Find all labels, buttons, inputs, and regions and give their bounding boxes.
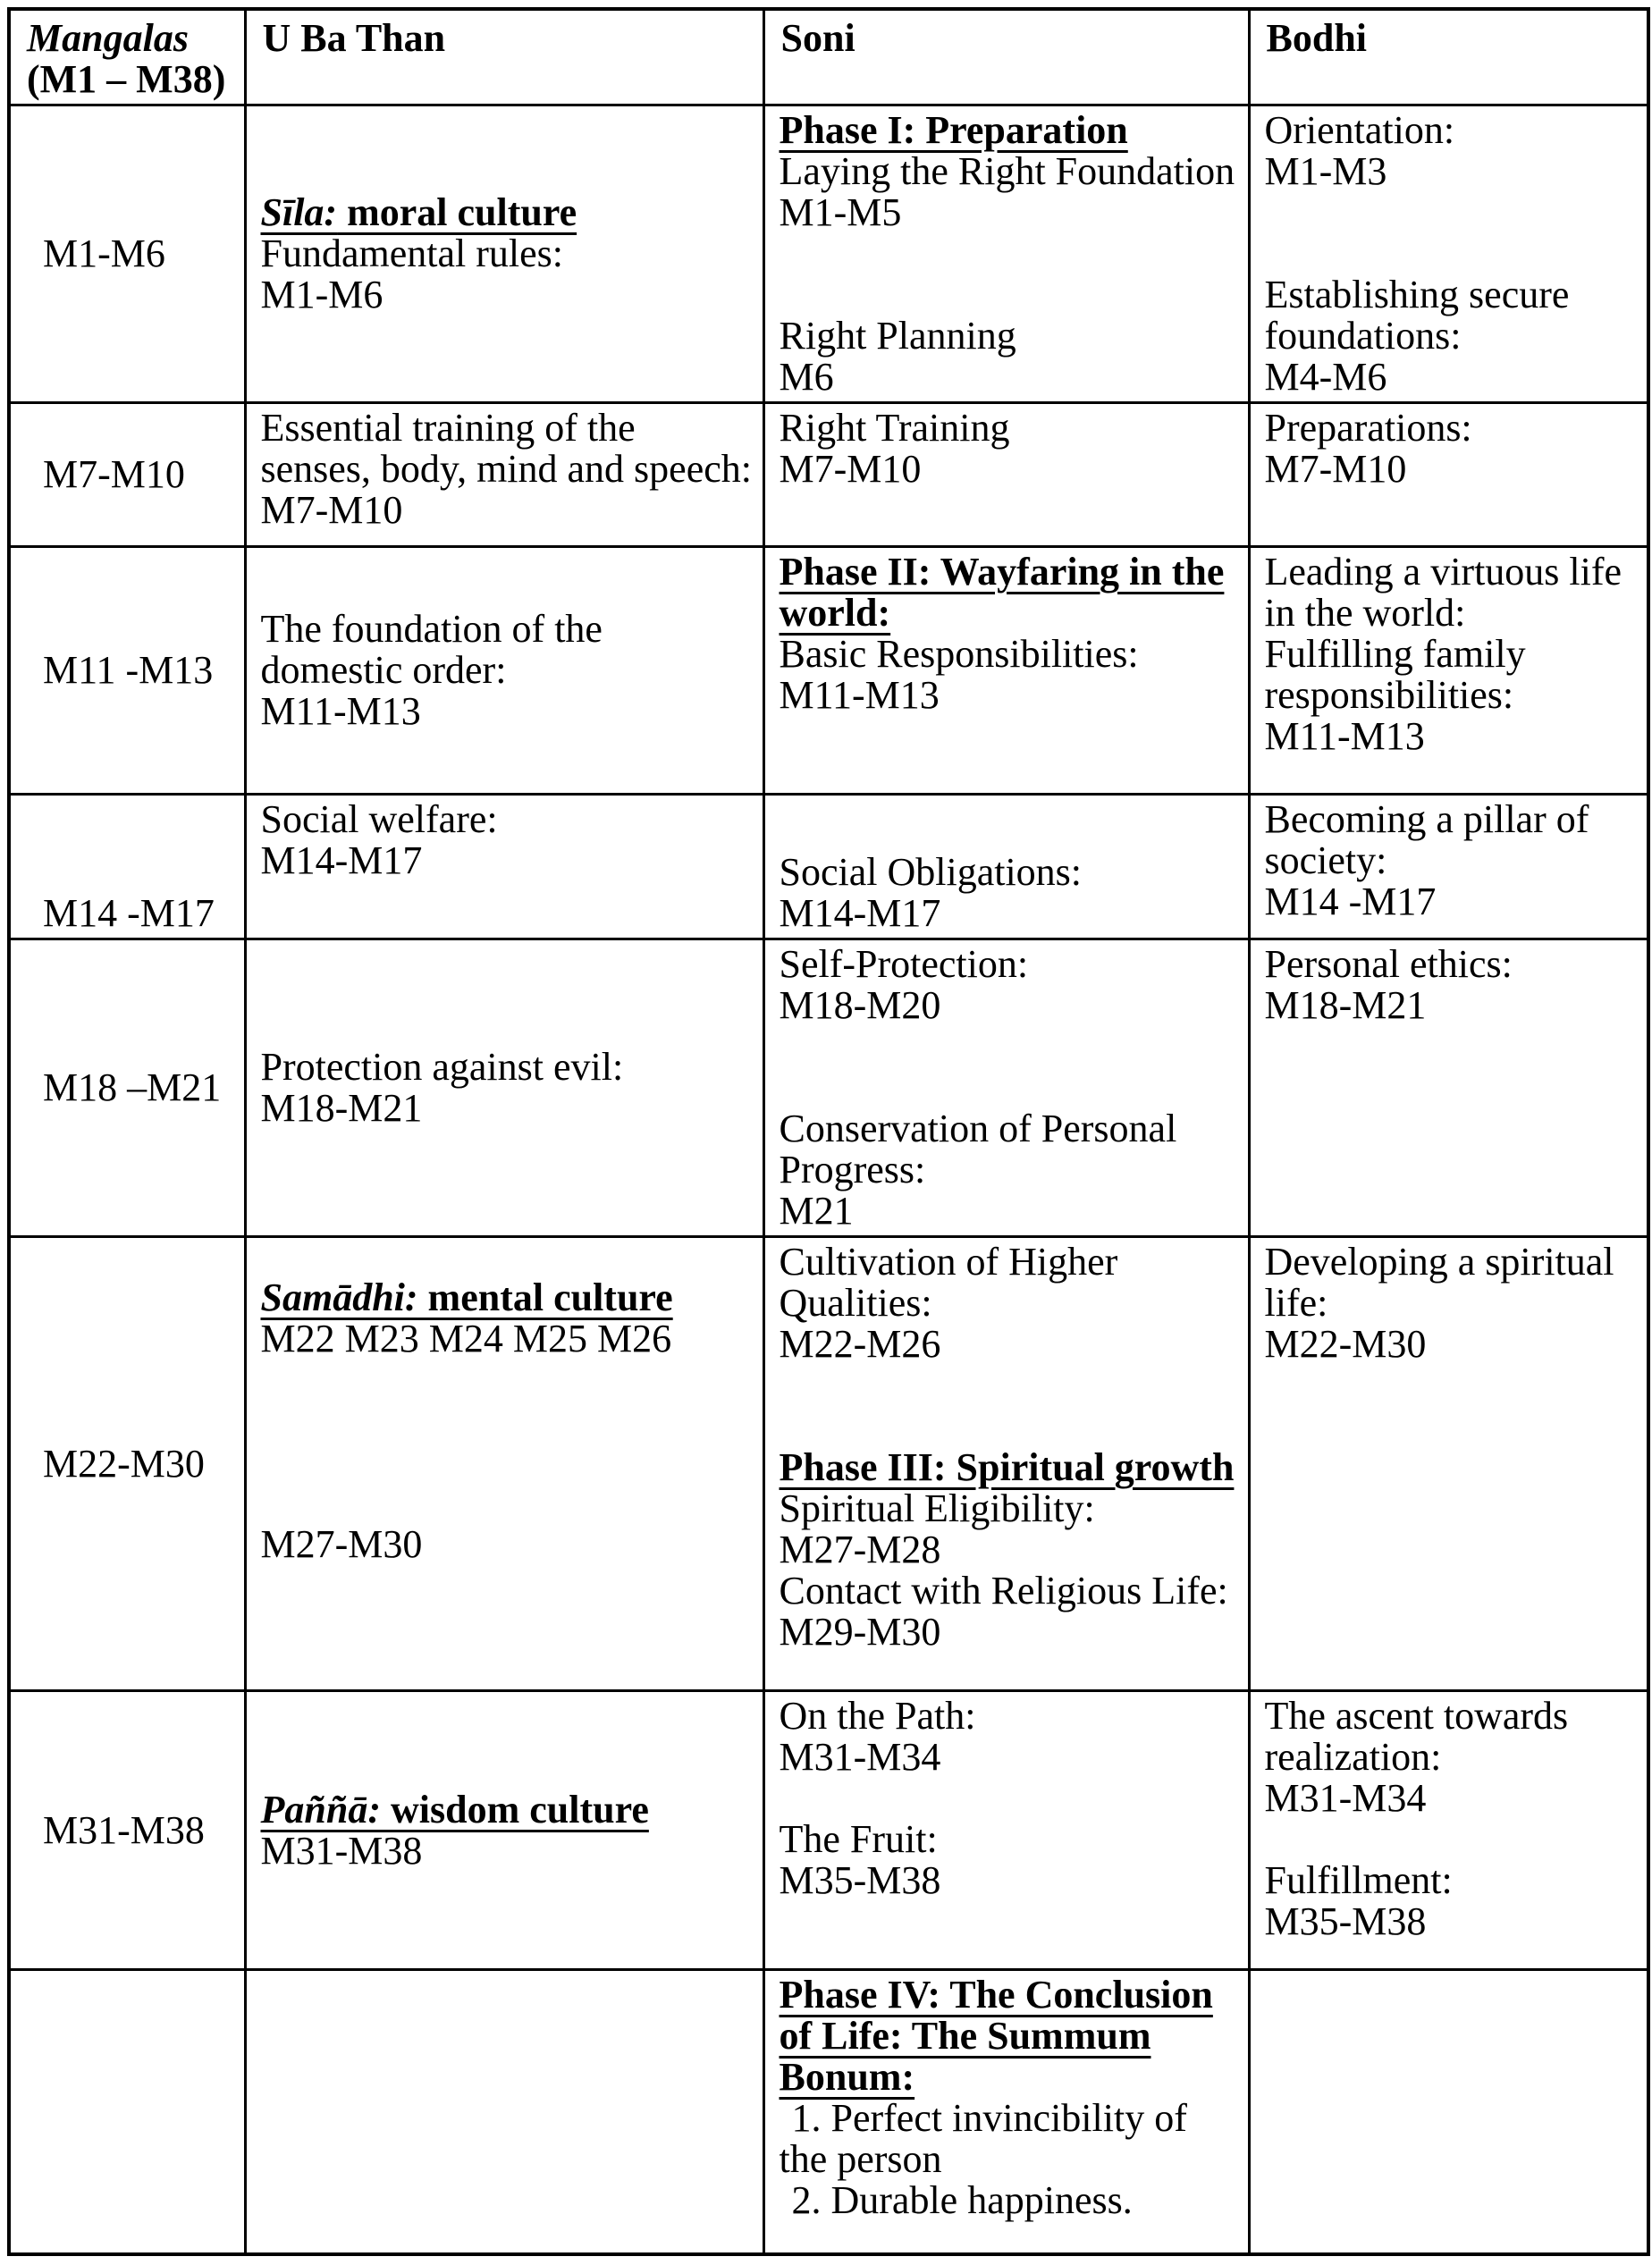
phase-heading: of Life: The Summum xyxy=(779,2014,1151,2058)
text-line: The foundation of the xyxy=(260,607,603,651)
m7-m10-soni-cell xyxy=(763,403,1249,547)
section-heading xyxy=(780,552,1234,593)
numbered-item: 1. Perfect invincibility of xyxy=(791,2096,1187,2140)
text-line: Personal ethics: xyxy=(1264,942,1513,986)
blank-line xyxy=(780,1406,1234,1447)
m31-m38-range-cell xyxy=(9,1691,245,1970)
text-line: M11-M13 xyxy=(1264,714,1425,758)
text-line: M4-M6 xyxy=(1264,355,1387,399)
m31-m38-soni-cell xyxy=(763,1691,1249,1970)
m18-m21-range-cell xyxy=(9,939,245,1237)
blank-line xyxy=(261,1360,748,1401)
phase-heading: Phase I: Preparation xyxy=(779,108,1128,152)
text-line: M27-M28 xyxy=(779,1528,941,1571)
m31-m38-ubathan-cell xyxy=(245,1691,763,1970)
text-line: M1-M5 xyxy=(779,190,902,234)
text-line: senses, body, mind and speech: xyxy=(260,447,752,491)
text-line: M21 xyxy=(779,1189,854,1233)
blank-line xyxy=(1265,1819,1633,1860)
text-line: Basic Responsibilities: xyxy=(779,632,1139,676)
text-line: M35-M38 xyxy=(1264,1899,1427,1943)
conclusion-soni-cell xyxy=(763,1970,1249,2254)
text-line: domestic order: xyxy=(260,648,507,692)
phase-heading: Phase II: Wayfaring in the xyxy=(779,550,1225,594)
text-line: society: xyxy=(1264,838,1387,882)
range-label: M11 -M13 xyxy=(43,648,214,692)
text-line: the person xyxy=(779,2137,942,2181)
text-line: in the world: xyxy=(1264,591,1466,635)
text-line: Protection against evil: xyxy=(260,1045,624,1089)
phase-heading: world: xyxy=(779,591,891,635)
m18-m21-bodhi-cell xyxy=(1249,939,1648,1237)
text-line: M35-M38 xyxy=(779,1858,941,1902)
text-line: Right Training xyxy=(779,406,1010,450)
m14-m17-soni-cell xyxy=(763,795,1249,939)
text-line: M31-M38 xyxy=(260,1828,423,1873)
section-heading xyxy=(780,1975,1234,2016)
text-line: M7-M10 xyxy=(779,447,922,491)
m1-m6-soni-cell xyxy=(763,105,1249,403)
text-line: Contact with Religious Life: xyxy=(779,1569,1228,1612)
header-cell-ubathan xyxy=(245,9,763,105)
text-line: Conservation of Personal xyxy=(779,1107,1177,1150)
text-line: M27-M30 xyxy=(260,1522,423,1566)
m7-m10-range-cell xyxy=(9,403,245,547)
text-line: M7-M10 xyxy=(260,488,403,532)
blank-line xyxy=(780,1026,1234,1067)
row-m11-m13 xyxy=(9,547,1648,795)
text-line: M1-M3 xyxy=(1264,149,1387,193)
blank-line xyxy=(261,1483,748,1524)
text-line: M18-M21 xyxy=(260,1086,423,1130)
text-line: Establishing secure xyxy=(1264,273,1570,316)
phase-heading: Phase IV: The Conclusion xyxy=(779,1973,1213,2017)
text-line: M18-M20 xyxy=(779,983,941,1027)
text-line: M22-M30 xyxy=(1264,1322,1427,1366)
m22-m30-soni-cell xyxy=(763,1237,1249,1691)
text-line: Progress: xyxy=(779,1148,926,1191)
m1-m6-range-cell xyxy=(9,105,245,403)
column-title-mangalas: Mangalas xyxy=(27,16,189,60)
row-m31-m38 xyxy=(9,1691,1648,1970)
text-line: Becoming a pillar of xyxy=(1264,797,1589,841)
m11-m13-ubathan-cell xyxy=(245,547,763,795)
text-line: Preparations: xyxy=(1264,406,1472,450)
text-line: Cultivation of Higher xyxy=(779,1240,1118,1284)
range-label: M14 -M17 xyxy=(43,891,215,935)
text-line: M14-M17 xyxy=(260,838,423,882)
text-line: Right Planning xyxy=(779,314,1016,358)
m22-m30-bodhi-cell xyxy=(1249,1237,1648,1691)
blank-line xyxy=(780,233,1234,274)
blank-line xyxy=(1265,192,1633,233)
m22-m30-ubathan-cell xyxy=(245,1237,763,1691)
m18-m21-soni-cell xyxy=(763,939,1249,1237)
text-line: M31-M34 xyxy=(779,1735,941,1779)
text-line: Essential training of the xyxy=(260,406,636,450)
blank-line xyxy=(780,1778,1234,1819)
heading-rest: moral culture xyxy=(337,190,577,234)
text-line: M29-M30 xyxy=(779,1610,941,1654)
row-m18-m21 xyxy=(9,939,1648,1237)
text-line: Social Obligations: xyxy=(779,850,1083,894)
header-cell-mangalas xyxy=(9,9,245,105)
blank-line xyxy=(261,1442,748,1483)
text-line: M14-M17 xyxy=(779,891,941,935)
section-heading xyxy=(780,2016,1234,2057)
m14-m17-bodhi-cell xyxy=(1249,795,1648,939)
text-line: M31-M34 xyxy=(1264,1776,1427,1820)
conclusion-bodhi-cell xyxy=(1249,1970,1648,2254)
text-line: responsibilities: xyxy=(1264,673,1514,717)
text-line: M22 M23 M24 M25 M26 xyxy=(260,1317,672,1360)
range-label: M22-M30 xyxy=(43,1441,205,1486)
blank-line xyxy=(780,1067,1234,1108)
column-title-soni: Soni xyxy=(780,16,856,60)
section-heading xyxy=(261,192,748,233)
heading-rest: mental culture xyxy=(417,1276,673,1319)
row-m1-m6 xyxy=(9,105,1648,403)
section-heading xyxy=(261,1277,748,1318)
range-label: M31-M38 xyxy=(43,1807,205,1852)
m22-m30-range-cell xyxy=(9,1237,245,1691)
pali-term: Paññā: xyxy=(260,1787,381,1831)
text-line: Fulfillment: xyxy=(1264,1858,1453,1902)
text-line: M7-M10 xyxy=(1264,447,1407,491)
m11-m13-soni-cell xyxy=(763,547,1249,795)
text-line: Fundamental rules: xyxy=(260,232,563,275)
phase-heading: Bonum: xyxy=(779,2055,915,2099)
blank-line xyxy=(780,1365,1234,1406)
text-line: M22-M26 xyxy=(779,1322,941,1366)
row-m22-m30 xyxy=(9,1237,1648,1691)
range-label: M1-M6 xyxy=(43,232,165,275)
column-title-bodhi: Bodhi xyxy=(1266,16,1368,60)
blank-line xyxy=(261,1401,748,1442)
range-label: M7-M10 xyxy=(43,452,185,496)
text-line: M11-M13 xyxy=(260,689,421,733)
m7-m10-ubathan-cell xyxy=(245,403,763,547)
m14-m17-ubathan-cell xyxy=(245,795,763,939)
m18-m21-ubathan-cell xyxy=(245,939,763,1237)
text-line: M11-M13 xyxy=(779,673,940,717)
comparison-table xyxy=(7,7,1650,2256)
m11-m13-range-cell xyxy=(9,547,245,795)
text-line: M18-M21 xyxy=(1264,983,1427,1027)
text-line: On the Path: xyxy=(779,1694,976,1738)
section-heading xyxy=(780,1447,1234,1488)
text-line: The Fruit: xyxy=(779,1817,938,1861)
m11-m13-bodhi-cell xyxy=(1249,547,1648,795)
section-heading xyxy=(780,2057,1234,2098)
blank-line xyxy=(780,274,1234,316)
text-line: M6 xyxy=(779,355,834,399)
conclusion-ubathan-cell xyxy=(245,1970,763,2254)
header-cell-bodhi xyxy=(1249,9,1648,105)
column-title-ubathan: U Ba Than xyxy=(262,16,446,60)
m1-m6-bodhi-cell xyxy=(1249,105,1648,403)
text-line: realization: xyxy=(1264,1735,1442,1779)
text-line: Fulfilling family xyxy=(1264,632,1526,676)
blank-line xyxy=(1265,233,1633,274)
column-title-mangalas-range: (M1 – M38) xyxy=(27,57,226,101)
heading-rest: wisdom culture xyxy=(380,1787,649,1831)
pali-term: Sīla: xyxy=(260,190,338,234)
text-line: Spiritual Eligibility: xyxy=(779,1486,1095,1530)
header-cell-soni xyxy=(763,9,1249,105)
numbered-item: 2. Durable happiness. xyxy=(791,2178,1133,2222)
text-line: Social welfare: xyxy=(260,797,498,841)
text-line: Developing a spiritual xyxy=(1264,1240,1614,1284)
text-line: Qualities: xyxy=(779,1281,932,1325)
section-heading xyxy=(261,1789,748,1831)
text-line: foundations: xyxy=(1264,314,1462,358)
m14-m17-range-cell xyxy=(9,795,245,939)
text-line: The ascent towards xyxy=(1264,1694,1569,1738)
phase-heading: Phase III: Spiritual growth xyxy=(779,1445,1235,1489)
m31-m38-bodhi-cell xyxy=(1249,1691,1648,1970)
pali-term: Samādhi: xyxy=(260,1276,418,1319)
text-line: life: xyxy=(1264,1281,1328,1325)
text-line: Laying the Right Foundation xyxy=(779,149,1235,193)
row-m7-m10 xyxy=(9,403,1648,547)
conclusion-range-cell xyxy=(9,1970,245,2254)
text-line: Self-Protection: xyxy=(779,942,1029,986)
text-line: Orientation: xyxy=(1264,108,1455,152)
m1-m6-ubathan-cell xyxy=(245,105,763,403)
range-label: M18 –M21 xyxy=(43,1065,222,1109)
row-m14-m17 xyxy=(9,795,1648,939)
text-line: M1-M6 xyxy=(260,273,384,316)
header-row xyxy=(9,9,1648,105)
section-heading xyxy=(780,593,1234,634)
text-line: Leading a virtuous life xyxy=(1264,550,1622,594)
section-heading xyxy=(780,110,1234,151)
row-conclusion xyxy=(9,1970,1648,2254)
text-line: M14 -M17 xyxy=(1264,880,1437,923)
m7-m10-bodhi-cell xyxy=(1249,403,1648,547)
